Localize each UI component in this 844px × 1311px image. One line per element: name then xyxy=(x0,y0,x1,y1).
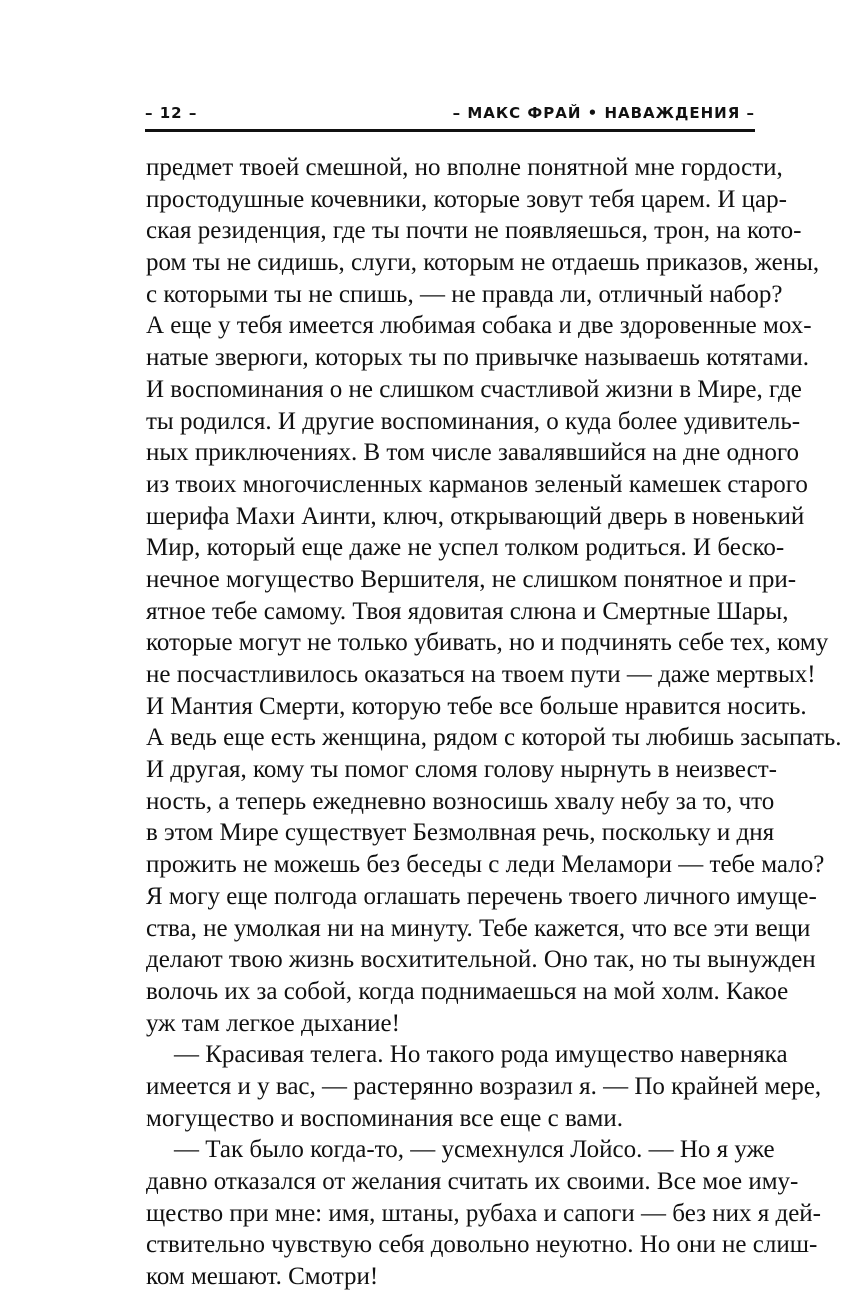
text-line: давно отказался от желания считать их своими. Все мое иму- xyxy=(146,1168,799,1195)
text-line: прожить не можешь без беседы с леди Меламори — тебе мало? xyxy=(146,851,825,879)
text-line: ность, а теперь ежедневно возносишь хвалу небу за то, что xyxy=(146,787,775,815)
text-line: нечное могущество Вершителя, не слишком понятное и при- xyxy=(146,565,797,593)
text-line: натые зверюги, которых ты по привычке называешь котятами. xyxy=(146,344,810,372)
text-line: ства, не умолкая ни на минуту. Тебе кажется, что все эти вещи xyxy=(146,914,811,942)
running-title: – МАКС ФРАЙ • НАВАЖДЕНИЯ – xyxy=(452,104,755,122)
text-line: могущество и воспоминания все еще с вами. xyxy=(146,1104,623,1132)
text-line: ты родился. И другие воспоминания, о куда более удивитель- xyxy=(146,407,801,435)
text-line: ром ты не сидишь, слуги, которым не отдаешь приказов, жены, xyxy=(146,249,820,277)
text-line: ятное тебе самому. Твоя ядовитая слюна и Смертные Шары, xyxy=(146,597,789,625)
text-line: Я могу еще полгода оглашать перечень твоего личного имуще- xyxy=(146,882,817,910)
text-line: из твоих многочисленных карманов зеленый камешек старого xyxy=(146,470,808,498)
text-line: ствительно чувствую себя довольно неуютно. Но они не слиш- xyxy=(146,1231,818,1259)
text-line: не посчастливилось оказаться на твоем пути — даже мертвых! xyxy=(146,661,816,688)
text-line: А ведь еще есть женщина, рядом с которой ты любишь засыпать. xyxy=(146,724,842,752)
text-line: ком мешают. Смотри! xyxy=(146,1263,379,1291)
text-line: И другая, кому ты помог сломя голову нырнуть в неизвест- xyxy=(146,756,777,784)
text-line: шерифа Махи Аинти, ключ, открывающий дверь в новенький xyxy=(146,502,805,530)
text-line: имеется и у вас, — растерянно возразил я. — По крайней мере, xyxy=(146,1072,822,1100)
text-line: — Красивая телега. Но такого рода имущество наверняка xyxy=(174,1041,788,1069)
text-line: простодушные кочевники, которые зовут тебя царем. И цар- xyxy=(146,185,787,213)
text-line: ская резиденция, где ты почти не появляешься, трон, на кото- xyxy=(146,217,802,245)
running-header xyxy=(145,104,755,130)
page-number: – 12 – xyxy=(145,104,198,122)
text-line: щество при мне: имя, штаны, рубаха и сапоги — без них я дей- xyxy=(146,1199,821,1227)
text-line: с которыми ты не спишь, — не правда ли, отличный набор? xyxy=(146,280,783,308)
text-line: — Так было когда-то, — усмехнулся Лойсо. — Но я уже xyxy=(174,1136,775,1164)
text-line: уж там легкое дыхание! xyxy=(146,1009,400,1037)
text-line: волочь их за собой, когда поднимаешься на мой холм. Какое xyxy=(146,977,789,1005)
text-line: А еще у тебя имеется любимая собака и две здоровенные мох- xyxy=(146,312,812,340)
header-rule xyxy=(145,129,755,132)
text-line: И воспоминания о не слишком счастливой жизни в Мире, где xyxy=(146,375,802,403)
text-line: предмет твоей смешной, но вполне понятной мне гордости, xyxy=(146,154,783,181)
body-text xyxy=(146,152,842,1293)
text-line: в этом Мире существует Безмолвная речь, поскольку и дня xyxy=(146,819,775,847)
text-line: ных приключениях. В том числе завалявшийся на дне одного xyxy=(146,439,800,467)
text-line: которые могут не только убивать, но и подчинять себе тех, кому xyxy=(146,629,829,657)
text-line: делают твою жизнь восхитительной. Оно так, но ты вынужден xyxy=(146,946,816,974)
text-line: Мир, который еще даже не успел толком родиться. И беско- xyxy=(146,534,785,562)
text-line: И Мантия Смерти, которую тебе все больше нравится носить. xyxy=(146,692,807,720)
